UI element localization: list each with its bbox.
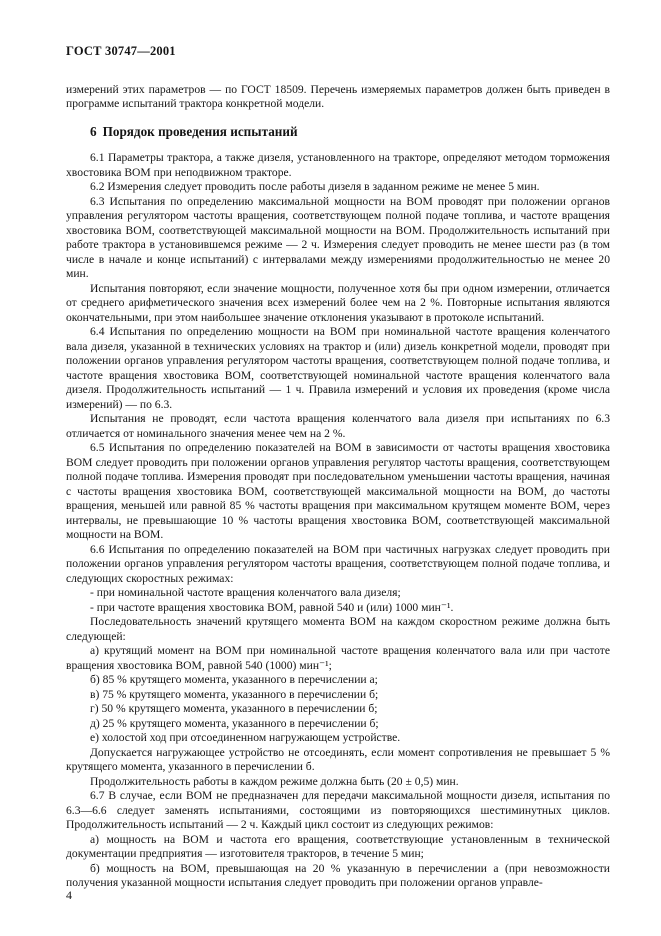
document-body — [66, 83, 610, 891]
unloading-note: Допускается нагружающее устройство не отсоединять, если момент сопротивления не превышает 5 % крутящего момента, указанного в перечислении б. — [66, 745, 610, 773]
cycle-mode-item: б) мощность на ВОМ, превышающая на 20 % указанную в перечислении а (при невозможности получения указанной мощности испытания следует проводить при положении органов управле- — [66, 861, 610, 889]
page-number: 4 — [66, 888, 72, 902]
sequence-item: д) 25 % крутящего момента, указанного в перечислении б; — [90, 716, 379, 730]
paragraph-6-4-note: Испытания не проводят, если частота вращения коленчатого вала дизеля при испытаниях по 6.3 отличается от номинального значения менее чем на 2 %. — [66, 412, 610, 440]
section-heading — [90, 125, 610, 140]
document-code: ГОСТ 30747—2001 — [66, 44, 176, 58]
sequence-intro: Последовательность значений крутящего момента ВОМ на каждом скоростном режиме должна быть следующей: — [66, 615, 610, 643]
section-number: 6 — [90, 123, 97, 139]
paragraph-6-3-repeat: Испытания повторяют, если значение мощности, полученное хотя бы при одном измерении, отличается от среднего арифметического значения всех измерений более чем на 2 %. Повторные испытания являются окончательными, при этом наибольшее значение отклонения указывают в протоколе испытаний. — [66, 281, 610, 324]
sequence-item: г) 50 % крутящего момента, указанного в перечислении б; — [90, 702, 378, 715]
paragraph-6-7: 6.7 В случае, если ВОМ не предназначен для передачи максимальной мощности дизеля, испытания по 6.3—6.6 следует заменять испытаниями, состоящими из повторяющихся шестиминутных циклов. Продолжительность испытаний — 2 ч. Каждый цикл состоит из следующих режимов: — [66, 789, 610, 831]
sequence-item: а) крутящий момент на ВОМ при номинальной частоте вращения коленчатого вала или при частоте вращения хвостовика ВОМ, равной 540 (1000) мин⁻¹; — [66, 644, 610, 672]
sequence-item: е) холостой ход при отсоединенном нагружающем устройстве. — [90, 731, 401, 744]
intro-paragraph: измерений этих параметров — по ГОСТ 18509. Перечень измеряемых параметров должен быть приведен в программе испытаний трактора конкретной модели. — [66, 82, 610, 110]
paragraph-6-3: 6.3 Испытания по определению максимальной мощности на ВОМ проводят при положении органов управления регулятором частоты вращения, соответствующем полной подаче топлива, и частоте вращения хвостовика ВОМ, соответствующей максимальной мощности на ВОМ. Продолжительность испытаний при работе трактора в установившемся режиме — 2 ч. Измерения следует проводить не менее шести раз (в том числе в начале и конце испытаний) с интервалами между измерениями продолжительностью не менее 20 мин. — [66, 194, 610, 280]
paragraph-6-4: 6.4 Испытания по определению мощности на ВОМ при номинальной частоте вращения коленчатого вала дизеля, указанной в технических условиях на трактор и (или) дизель конкретной модели, проводят при положении органов управления регулятором частоты вращения, соответствующем полной подаче топлива, и частоте вращения хвостовика ВОМ, соответствующей номинальной частоте вращения коленчатого вала дизеля. Продолжительность испытаний — 1 ч. Правила измерений и условия их проведения (кроме числа измерений) — по 6.3. — [66, 325, 610, 411]
paragraph-6-6: 6.6 Испытания по определению показателей на ВОМ при частичных нагрузках следует проводить при положении органов управления регулятором частоты вращения, соответствующем полной подаче топлива, и следующих скоростных режимах: — [66, 542, 610, 585]
sequence-item: б) 85 % крутящего момента, указанного в перечислении а; — [90, 673, 378, 686]
section-title: Порядок проведения испытаний — [102, 123, 298, 139]
sequence-item: в) 75 % крутящего момента, указанного в перечислении б; — [90, 687, 379, 701]
paragraph-6-2: 6.2 Измерения следует проводить после работы дизеля в заданном режиме не менее 5 мин. — [90, 180, 540, 193]
paragraph-6-1: 6.1 Параметры трактора, а также дизеля, установленного на тракторе, определяют методом торможения хвостовика ВОМ при неподвижном тракторе. — [66, 151, 610, 179]
speed-mode-item: - при номинальной частоте вращения коленчатого вала дизеля; — [90, 586, 401, 599]
duration-note: Продолжительность работы в каждом режиме должна быть (20 ± 0,5) мин. — [90, 774, 459, 788]
paragraph-6-5: 6.5 Испытания по определению показателей на ВОМ в зависимости от частоты вращения хвостовика ВОМ следует проводить при положении органов управления регулятор частоты вращения, соответствующем полной подаче топлива. Измерения проводят при последовательном уменьшении частоты вращения, начиная с частоты вращения хвостовика ВОМ, соответствующей максимальной мощности на ВОМ, до частоты вращения, меньшей или равной 85 % частоты вращения при максимальном крутящем моменте ВОМ, через интервалы, не превышающие 10 % частоты вращения хвостовика ВОМ, соответствующей максимальной мощности на ВОМ. — [66, 441, 610, 541]
cycle-mode-item: а) мощность на ВОМ и частота его вращения, соответствующие установленным в технической документации предприятия — изготовителя тракторов, в течение 5 мин; — [66, 832, 610, 860]
speed-mode-item: - при частоте вращения хвостовика ВОМ, равной 540 и (или) 1000 мин⁻¹. — [90, 600, 454, 614]
